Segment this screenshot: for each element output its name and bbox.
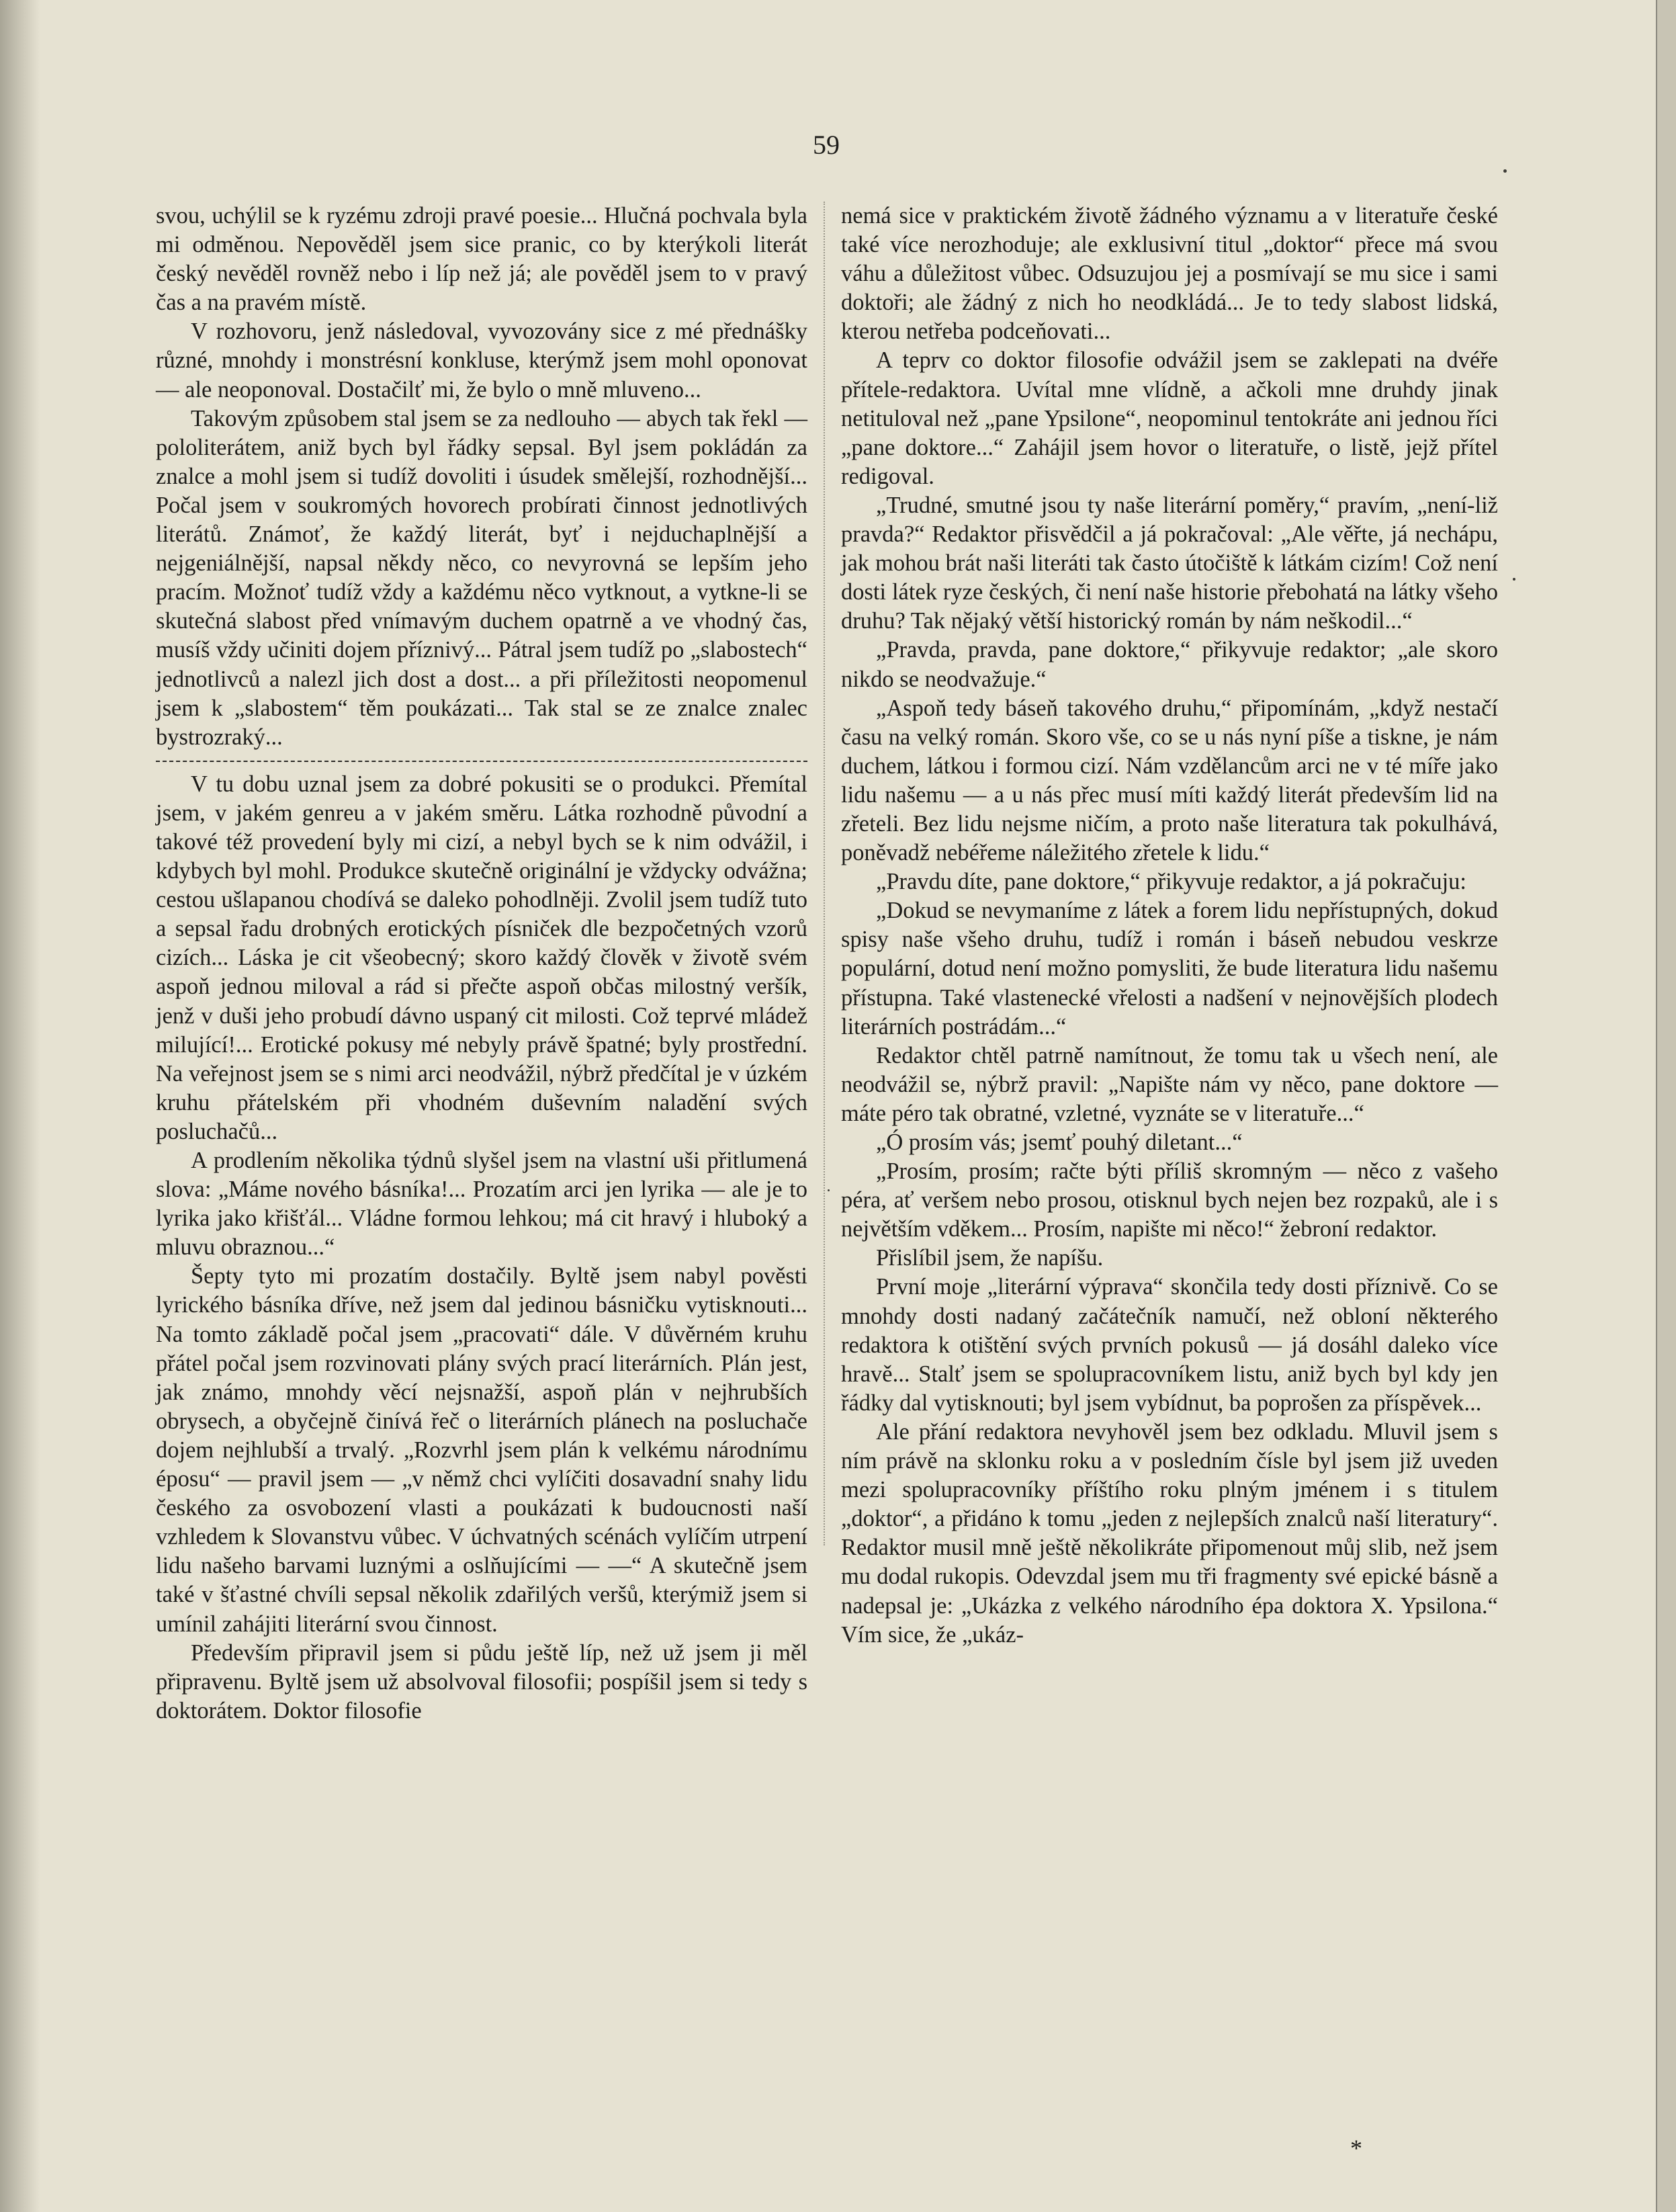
paragraph: „Pravda, pravda, pane doktore,“ přikyvuje redaktor; „ale skoro nikdo se neodvažuje.“: [841, 637, 1498, 692]
column-divider: [824, 202, 825, 1545]
paragraph: „Aspoň tedy báseň takového druhu,“ připomínám, „když nestačí času na velký román. Skoro vše, co se u nás nyní píše a tiskne, je nám duchem, látkou i formou cizí. Nám vzdělancům arci ne v té míře jako lidu našemu — a u nás přec musí míti každý literát především lid na zřeteli. Bez lidu nejsme ničím, a proto naše literatura tak pokulhává, poněvadž nebéřeme náležitého zřetele k lidu.“: [841, 695, 1498, 866]
paragraph: svou, uchýlil se k ryzému zdroji pravé poesie... Hlučná pochvala byla mi odměnou. Nepověděl jsem sice pranic, co by kterýkoli literát český nevěděl rovněž nebo i líp než já; ale pověděl jsem to v pravý čas a na pravém místě.: [156, 203, 807, 316]
paragraph: „Trudné, smutné jsou ty naše literární poměry,“ pravím, „není-liž pravda?“ Redaktor přisvědčil a já pokračoval: „Ale věřte, já nechápu, jak mohou brát naši literáti tak často útočiště k látkám cizím! Což není dosti látek ryze českých, či není naše historie přebohatá na látky všeho druhu? Tak nějaký větší historický román by nám neškodil...“: [841, 492, 1498, 634]
paragraph: „Pravdu díte, pane doktore,“ přikyvuje redaktor, a já pokračuju:: [876, 869, 1467, 895]
page-edge: [1656, 0, 1676, 2212]
binding-gutter-shadow: [0, 0, 40, 2212]
paragraph: A teprv co doktor filosofie odvážil jsem se zaklepati na dvéře přítele-redaktora. Uvítal mne vlídně, a ačkoli mne druhdy jinak netituloval než „pane Ypsilone“, neopominul tentokráte ani jednou říci „pane doktore...“ Zahájil jsem hovor o literatuře, o listě, jejž přítel redigoval.: [841, 347, 1498, 489]
signature-mark: *: [1350, 2135, 1362, 2162]
paragraph: Přislíbil jsem, že napíšu.: [876, 1245, 1104, 1271]
paragraph: První moje „literární výprava“ skončila tedy dosti příznivě. Co se mnohdy dosti nadaný začátečník namučí, než obloní některého redaktora k otištění svých prvních pokusů — já dosáhl daleko více hravě... Stalť jsem se spolupracovníkem listu, aniž bych byl kdy jen řádky dal vytisknouti; byl jsem vybídnut, ba poprošen za příspěvek...: [841, 1274, 1498, 1416]
paragraph: Redaktor chtěl patrně namítnout, že tomu tak u všech není, ale neodvážil se, nýbrž pravil: „Napište nám vy něco, pane doktore — máte péro tak obratné, vzletné, vyznáte se v literatuře...“: [841, 1042, 1498, 1126]
paragraph: V tu dobu uznal jsem za dobré pokusiti se o produkci. Přemítal jsem, v jakém genreu a v jakém směru. Látka rozhodně původní a takové též provedení byly mi cizí, a nebyl bych se k nim odvážil, i kdybych byl mohl. Produkce skutečně originální je vždycky odvážna; cestou ušlapanou chodívá se daleko pohodlněji. Zvolil jsem tudíž tuto a sepsal řadu drobných erotických písniček dle bezpočetných vzorů cizích... Láska je cit všeobecný; skoro každý člověk v životě svém aspoň jednou miloval a rád si přečte aspoň občas milostný veršík, jenž v duši jeho probudí dávno uspaný cit milosti. Což teprvé mládež milující!... Erotické pokusy mé nebyly právě špatné; byly prostřední. Na veřejnost jsem se s nimi arci neodvážil, nýbrž předčítal je v úzkém kruhu přátelském při vhodném duševním naladění svých posluchačů...: [156, 771, 807, 1144]
page-number: 59: [813, 130, 840, 160]
paragraph: Takovým způsobem stal jsem se za nedlouho — abych tak řekl — pololiterátem, aniž bych byl řádky sepsal. Byl jsem pokládán za znalce a mohl jsem si tudíž dovoliti i úsudek smělejší, rozhodnější... Počal jsem v soukromých hovorech probírati činnost jednotlivých literátů. Známoť, že každý literát, byť i nejduchaplnější a nejgeniálnější, napsal někdy něco, co nevyrovná se lepším jeho pracím. Možnoť tudíž vždy a každému něco vytknout, a vytkne-li se skutečná slabost před vnímavým duchem opatrně a ve vhodný čas, musíš vždy učiniti dojem příznivý... Pátral jsem tudíž po „slabostech“ jednotlivců a nalezl jich dost a dost... a při příležitosti neopomenul jsem k „slabostem“ těm poukázati... Tak stal se ze znalce znalec bystrozraký...: [156, 405, 807, 750]
paragraph: Šepty tyto mi prozatím dostačily. Byltě jsem nabyl pověsti lyrického básníka dříve, než jsem dal jedinou básničku vytisknouti... Na tomto základě počal jsem „pracovati“ dále. V důvěrném kruhu přátel počal jsem rozvinovati plány svých prací literárních. Plán jest, jak známo, mnohdy věcí nejsnažší, aspoň plán v nejhrubších obrysech, a obyčejně činívá řeč o literárních plánech na posluchače dojem nejhlubší a trvalý. „Rozvrhl jsem plán k velkému národnímu éposu“ — pravil jsem — „v němž chci vylíčiti dosavadní snahy lidu českého za osvobození vlasti a poukázati k budoucnosti naší vzhledem k Slovanstvu vůbec. V úchvatných scénách vylíčím utrpení lidu našeho barvami luznými a oslňujícími — —“ A skutečně jsem také v šťastné chvíli sepsal několik zdařilých veršů, kterýmiž jsem si umínil zahájiti literární svou činnost.: [156, 1263, 807, 1637]
paragraph: A prodlením několika týdnů slyšel jsem na vlastní uši přitlumená slova: „Máme nového básníka!... Prozatím arci jen lyrika — ale je to lyrika jako křišťál... Vládne formou lehkou; má cit hravý i hluboký a mluvu obraznou...“: [156, 1148, 807, 1261]
paragraph: Především připravil jsem si půdu ještě líp, než už jsem ji měl připravenu. Byltě jsem už absolvoval filosofii; pospíšil jsem si tedy s doktorátem. Doktor filosofie: [156, 1640, 807, 1724]
paragraph: nemá sice v praktickém životě žádného významu a v literatuře české také více nerozhoduje; ale exklusivní titul „doktor“ přece má svou váhu a důležitost vůbec. Odsuzujou jej a posmívají se mu sice i sami doktoři; ale žádný z nich ho neodkládá... Je to tedy slabost lidská, kterou netřeba podceňovati...: [841, 203, 1498, 345]
paragraph: Ale přání redaktora nevyhověl jsem bez odkladu. Mluvil jsem s ním právě na sklonku roku a v posledním čísle byl jsem již uveden mezi spolupracovníky příštího roku plným jménem i s titulem „doktor“, a přidáno k tomu „jeden z nejlepších znalců naší literatury“. Redaktor musil mně ještě několikráte připomenout můj slib, než jsem mu dodal rukopis. Odevzdal jsem mu tři fragmenty své epické básně a nadepsal je: „Ukázka z velkého národního épa doktora X. Ypsilona.“ Vím sice, že „ukáz-: [841, 1418, 1498, 1648]
paragraph: „Ó prosím vás; jsemť pouhý diletant...“: [876, 1130, 1243, 1155]
paper-speck: [1503, 169, 1507, 173]
paragraph: „Dokud se nevymaníme z látek a forem lidu nepřístupných, dokud spisy naše všeho druhu, tudíž i román i báseň nebudou veskrze populární, dotud není možno pomysliti, že bude literatura lidu našemu přístupna. Také vlastenecké vřelosti a nadšení v nejnovějších plodech literárních postrádám...“: [841, 898, 1498, 1039]
paper-speck: [1513, 578, 1515, 581]
left-column: [156, 202, 807, 1726]
paragraph: V rozhovoru, jenž následoval, vyvozovány sice z mé přednášky různé, mnohdy i monstrésní konkluse, kterýmž jsem mohl oponovat — ale neoponoval. Dostačilť mi, že bylo o mně mluveno...: [156, 318, 807, 402]
paragraph: „Prosím, prosím; račte býti příliš skromným — něco z vašeho péra, ať veršem nebo prosou, otisknul bych nejen bez rozpaků, ale i s největším vděkem... Prosím, napište mi něco!“ žebroní redaktor.: [841, 1158, 1498, 1242]
paper-speck: [828, 1189, 830, 1191]
section-separator: [156, 761, 807, 762]
right-column: [841, 202, 1498, 1650]
